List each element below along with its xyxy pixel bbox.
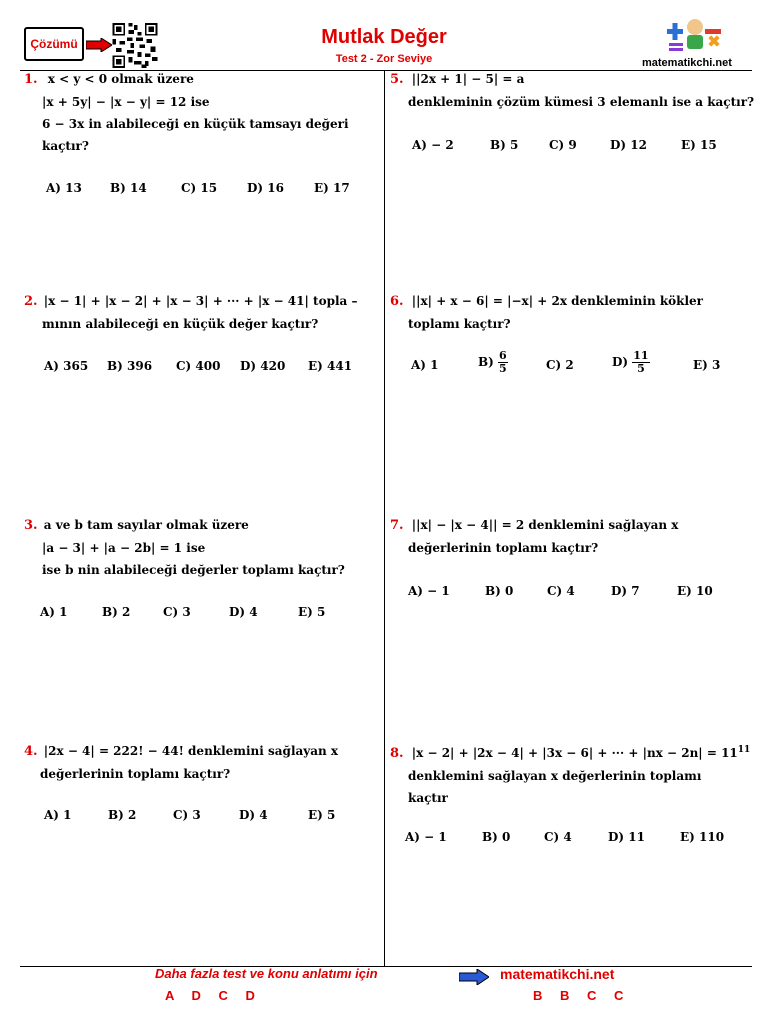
option-a[interactable]: A) − 1 xyxy=(405,830,447,844)
option-a[interactable]: A) 1 xyxy=(40,605,68,619)
option-a[interactable]: A) 13 xyxy=(46,181,82,195)
question-5 xyxy=(390,68,754,113)
option-c[interactable]: C) 4 xyxy=(547,584,575,598)
footer-text: Daha fazla test ve konu anlatımı için xyxy=(155,966,378,981)
question-8 xyxy=(390,739,750,809)
fraction-denominator: 5 xyxy=(499,362,507,375)
question-number: 6. xyxy=(390,294,404,309)
option-b[interactable]: B) 0 xyxy=(482,830,511,844)
question-text-line: |x + 5y| − |x − y| = 12 ise xyxy=(42,95,210,109)
answer-key-left: A D C D xyxy=(165,988,255,1003)
exponent: 11 xyxy=(737,745,751,755)
fraction-numerator: 6 xyxy=(499,349,507,362)
footer-site-link[interactable]: matematikchi.net xyxy=(500,966,615,982)
question-text-line: |x − 2| + |2x − 4| + |3x − 6| + ··· + |nx − 2n| = 11 xyxy=(411,746,738,760)
question-text-line: x < y < 0 olmak üzere xyxy=(47,72,194,86)
question-text-line: |a − 3| + |a − 2b| = 1 ise xyxy=(42,541,206,555)
option-d[interactable] xyxy=(612,350,650,375)
option-c[interactable]: C) 9 xyxy=(549,138,577,152)
option-b[interactable]: B) 14 xyxy=(110,181,147,195)
question-number: 3. xyxy=(24,518,38,533)
option-c[interactable]: C) 2 xyxy=(546,358,574,372)
question-4 xyxy=(24,740,338,785)
question-text-line: değerlerinin toplamı kaçtır? xyxy=(408,541,599,555)
option-e[interactable]: E) 3 xyxy=(693,358,721,372)
fraction xyxy=(632,350,649,375)
option-d[interactable]: D) 4 xyxy=(229,605,258,619)
question-text-line: kaçtır xyxy=(408,791,448,805)
question-7 xyxy=(390,514,678,559)
question-text-line: a ve b tam sayılar olmak üzere xyxy=(43,518,249,532)
option-e[interactable]: E) 17 xyxy=(314,181,350,195)
question-text-line: mının alabileceği en küçük değer kaçtır? xyxy=(42,317,319,331)
option-b[interactable]: B) 396 xyxy=(107,359,153,373)
option-c[interactable]: C) 15 xyxy=(181,181,218,195)
question-text-line: ||x| + x − 6| = |−x| + 2x denkleminin kökler xyxy=(411,294,703,308)
question-1 xyxy=(24,68,349,157)
question-text-line: kaçtır? xyxy=(42,139,89,153)
fraction xyxy=(498,350,508,375)
option-e[interactable]: E) 5 xyxy=(308,808,336,822)
option-label: B) xyxy=(478,355,494,369)
option-d[interactable]: D) 11 xyxy=(608,830,645,844)
question-text-line: toplamı kaçtır? xyxy=(408,317,511,331)
question-2 xyxy=(24,290,358,335)
option-e[interactable]: E) 441 xyxy=(308,359,353,373)
option-e[interactable]: E) 10 xyxy=(677,584,713,598)
option-e[interactable]: E) 110 xyxy=(680,830,725,844)
question-3 xyxy=(24,514,345,581)
question-text-line: ||x| − |x − 4|| = 2 denklemini sağlayan x xyxy=(411,518,679,532)
option-a[interactable]: A) 365 xyxy=(44,359,89,373)
option-a[interactable]: A) 1 xyxy=(411,358,439,372)
option-c[interactable]: C) 3 xyxy=(173,808,201,822)
option-e[interactable]: E) 15 xyxy=(681,138,717,152)
answer-key-right: B B C C xyxy=(533,988,624,1003)
option-b[interactable] xyxy=(478,350,508,375)
option-b[interactable]: B) 5 xyxy=(490,138,519,152)
question-number: 5. xyxy=(390,72,404,87)
option-e[interactable]: E) 5 xyxy=(298,605,326,619)
math-symbols-logo-icon xyxy=(665,15,725,55)
question-number: 4. xyxy=(24,744,38,759)
question-number: 1. xyxy=(24,72,38,87)
option-a[interactable]: A) 1 xyxy=(44,808,72,822)
question-6 xyxy=(390,290,703,335)
question-text-line: ||2x + 1| − 5| = a xyxy=(411,72,525,86)
solution-link-button[interactable]: Çözümü xyxy=(24,27,84,61)
question-number: 7. xyxy=(390,518,404,533)
question-text-line: denklemini sağlayan x değerlerinin toplamı xyxy=(408,769,702,783)
question-text-line: |2x − 4| = 222! − 44! denklemini sağlayan x xyxy=(43,744,339,758)
site-name-header[interactable]: matematikchi.net xyxy=(642,57,732,69)
option-b[interactable]: B) 0 xyxy=(485,584,514,598)
page-subtitle: Test 2 - Zor Seviye xyxy=(335,53,433,65)
page-title: Mutlak Değer xyxy=(321,26,447,48)
question-text-line: değerlerinin toplamı kaçtır? xyxy=(40,767,231,781)
option-label: D) xyxy=(612,355,629,369)
option-a[interactable]: A) − 1 xyxy=(408,584,450,598)
option-c[interactable]: C) 400 xyxy=(176,359,221,373)
question-text-line: |x − 1| + |x − 2| + |x − 3| + ··· + |x − 41| topla – xyxy=(43,294,358,308)
option-c[interactable]: C) 3 xyxy=(163,605,191,619)
option-d[interactable]: D) 12 xyxy=(610,138,647,152)
option-d[interactable]: D) 7 xyxy=(611,584,640,598)
arrow-right-icon xyxy=(459,969,489,985)
option-c[interactable]: C) 4 xyxy=(544,830,572,844)
option-b[interactable]: B) 2 xyxy=(102,605,131,619)
option-d[interactable]: D) 16 xyxy=(247,181,284,195)
column-divider xyxy=(384,70,385,966)
footer-divider xyxy=(20,966,752,967)
question-text-line: 6 − 3x in alabileceği en küçük tamsayı değeri xyxy=(42,117,349,131)
option-d[interactable]: D) 420 xyxy=(240,359,286,373)
question-number: 8. xyxy=(390,746,404,761)
option-b[interactable]: B) 2 xyxy=(108,808,137,822)
option-a[interactable]: A) − 2 xyxy=(412,138,454,152)
option-d[interactable]: D) 4 xyxy=(239,808,268,822)
fraction-numerator: 11 xyxy=(633,349,649,362)
question-text-line: ise b nin alabileceği değerler toplamı kaçtır? xyxy=(42,563,345,577)
question-text-line: denkleminin çözüm kümesi 3 elemanlı ise a kaçtır? xyxy=(408,95,755,109)
question-number: 2. xyxy=(24,294,38,309)
fraction-denominator: 5 xyxy=(637,362,645,375)
